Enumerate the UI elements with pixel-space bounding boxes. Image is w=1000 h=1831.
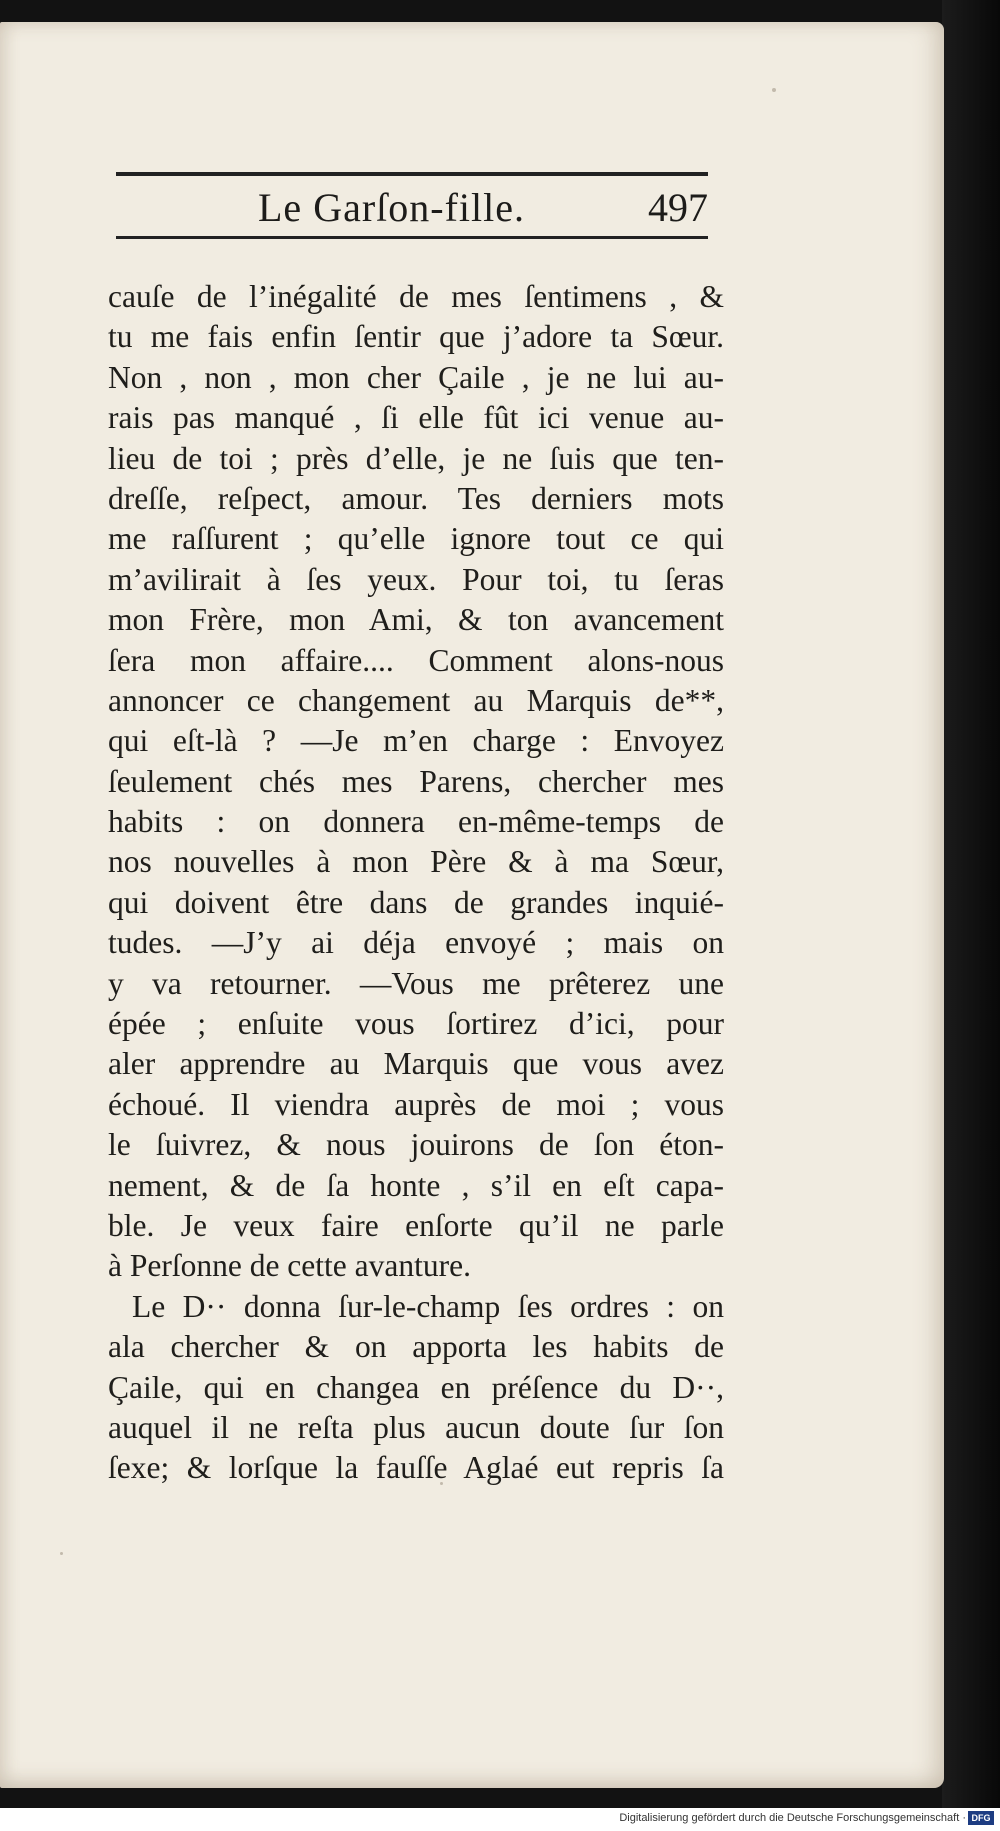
- text-line: échoué. Il viendra auprès de moi ; vous: [108, 1086, 724, 1122]
- text-line: lieu de toi ; près d’elle, je ne ſuis que ten-: [108, 440, 724, 476]
- text-line: qui eſt-là ? —Je m’en charge : Envoyez: [108, 723, 724, 759]
- text-line: annoncer ce changement au Marquis de**,: [108, 682, 724, 718]
- text-line: Non , non , mon cher Çaile , je ne lui au-: [108, 359, 724, 395]
- text-line: épée ; enſuite vous ſortirez d’ici, pour: [108, 1006, 724, 1042]
- text-line: dreſſe, reſpect, amour. Tes derniers mots: [108, 480, 724, 516]
- text-line: me raſſurent ; qu’elle ignore tout ce qui: [108, 521, 724, 557]
- page-header: [116, 172, 708, 239]
- text-line: Le D·· donna ſur-le-champ ſes ordres : on: [132, 1288, 724, 1324]
- text-line: y va retourner. —Vous me prêterez une: [108, 965, 724, 1001]
- page-number: 497: [648, 185, 708, 230]
- text-line: ala chercher & on apporta les habits de: [108, 1329, 724, 1365]
- text-line: rais pas manqué , ſi elle fût ici venue au-: [108, 400, 724, 436]
- paper-spot: [772, 88, 776, 92]
- text-line: habits : on donnera en-même-temps de: [108, 804, 724, 840]
- text-line: auquel il ne reſta plus aucun doute ſur ſon: [108, 1409, 724, 1445]
- text-line: ſera mon affaire.... Comment alons-nous: [108, 642, 724, 678]
- text-line: qui doivent être dans de grandes inquié-: [108, 884, 724, 920]
- paper-spot: [60, 1552, 63, 1555]
- digitization-footer: [0, 1808, 1000, 1831]
- text-line: Çaile, qui en changea en préſence du D··,: [108, 1369, 724, 1405]
- text-line: le ſuivrez, & nous jouirons de ſon éton-: [108, 1127, 724, 1163]
- footer-credit: Digitalisierung gefördert durch die Deutsche Forschungsgemeinschaft ·: [619, 1812, 966, 1824]
- book-page: [0, 22, 944, 1788]
- text-line: mon Frère, mon Ami, & ton avancement: [108, 602, 724, 638]
- text-line: tu me fais enfin ſentir que j’adore ta Sœur.: [108, 319, 724, 355]
- text-line: ſeulement chés mes Parens, chercher mes: [108, 763, 724, 799]
- scanner-frame: [942, 0, 1000, 1831]
- dfg-logo: DFG: [968, 1811, 994, 1825]
- text-line: m’avilirait à ſes yeux. Pour toi, tu ſeras: [108, 561, 724, 597]
- text-line: nement, & de ſa honte , s’il en eſt capa-: [108, 1167, 724, 1203]
- text-line: à Perſonne de cette avanture.: [108, 1248, 471, 1284]
- text-line: nos nouvelles à mon Père & à ma Sœur,: [108, 844, 724, 880]
- text-line: cauſe de l’inégalité de mes ſentimens , &: [108, 279, 724, 314]
- text-line: aler apprendre au Marquis que vous avez: [108, 1046, 724, 1082]
- header-row: [116, 176, 708, 236]
- running-title: Le Garſon-fille.: [258, 185, 525, 230]
- header-rule-bottom: [116, 236, 708, 239]
- text-line: tudes. —J’y ai déja envoyé ; mais on: [108, 925, 724, 961]
- text-line: ble. Je veux faire enſorte qu’il ne parle: [108, 1207, 724, 1243]
- text-line: ſexe; & lorſque la fauſſe Aglaé eut repris ſa: [108, 1450, 724, 1486]
- body-text: [108, 277, 724, 1489]
